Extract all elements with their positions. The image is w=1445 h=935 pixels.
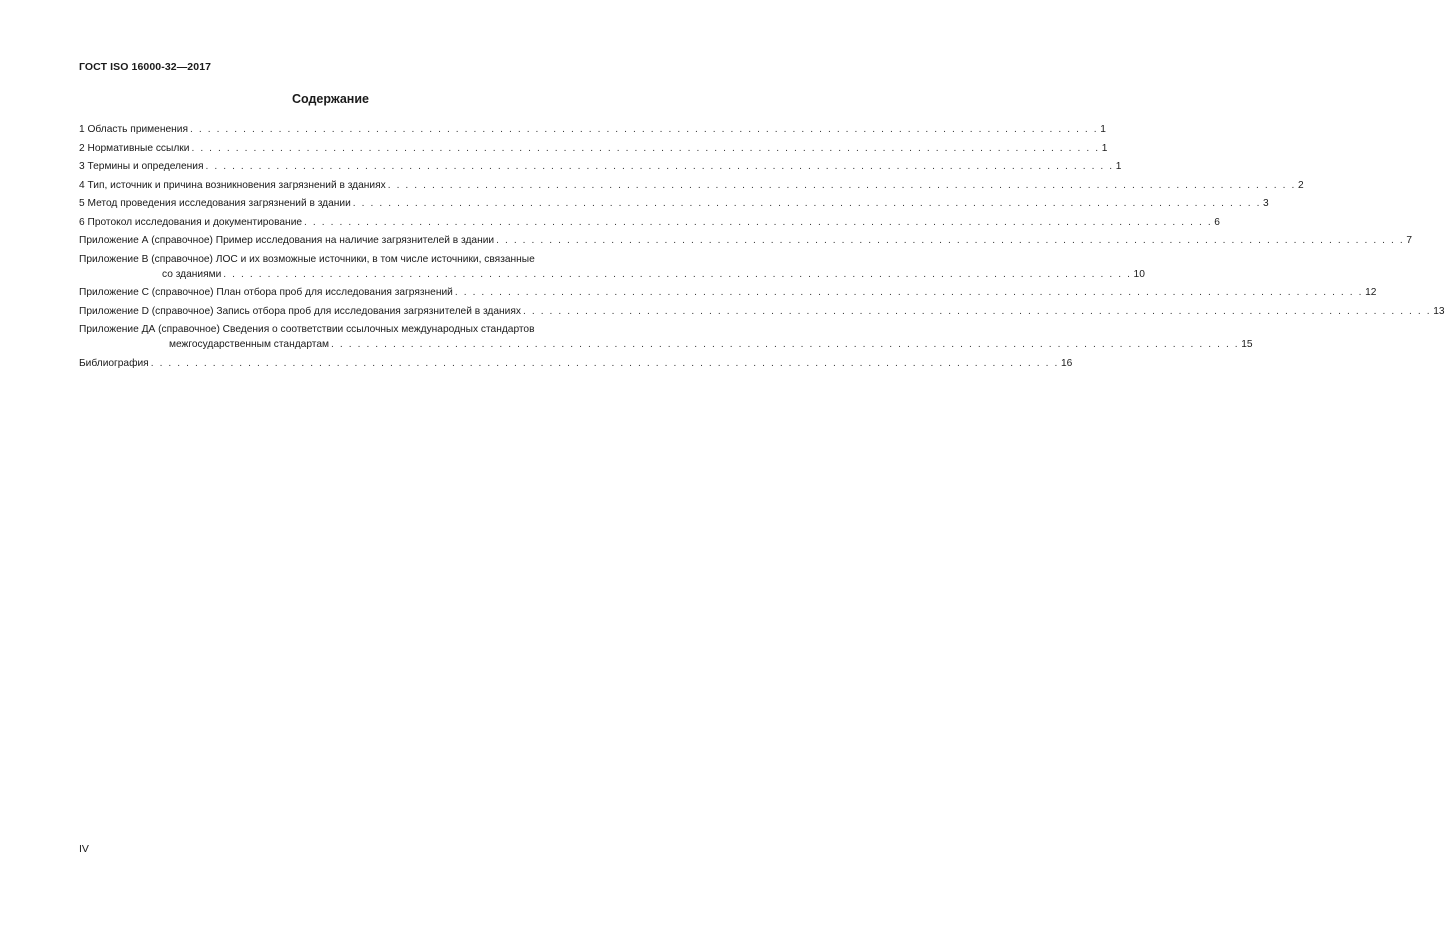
toc-entry-title: 1 Область применения — [79, 124, 188, 135]
toc-entry-title: 2 Нормативные ссылки — [79, 142, 190, 154]
toc-entry-title-continued: межгосударственным стандартам — [169, 339, 329, 350]
toc-entry-title: Приложение С (справочное) План отбора проб для исследования загрязнений — [79, 287, 453, 298]
leader-dots: . . . . . . . . . . . . . . . . . . . . . . . . . . . . . . . . . . . . . . . . . . . . . . . . . . . . . . . . . . . . . . . . . . . . . . . . . . . . . . . . . . . . . . . . . . . . . . . . . . . . . . . — [387, 179, 1296, 191]
toc-entry-title: Приложение ДА (справочное) Сведения о соответствии ссылочных международных стандартов — [79, 324, 535, 335]
toc-entry-page: 2 — [1297, 179, 1304, 191]
toc-entry-title: 5 Метод проведения исследования загрязнений в здании — [79, 198, 351, 209]
leader-dots: . . . . . . . . . . . . . . . . . . . . . . . . . . . . . . . . . . . . . . . . . . . . . . . . . . . . . . . . . . . . . . . . . . . . . . . . . . . . . . . . . . . . . . . . . . . . . . . . . . . . . . . — [522, 305, 1432, 317]
toc-entry-page: 1 — [1101, 142, 1108, 154]
toc-entry-title: Библиография — [79, 357, 149, 369]
page-number: IV — [79, 843, 89, 855]
leader-dots: . . . . . . . . . . . . . . . . . . . . . . . . . . . . . . . . . . . . . . . . . . . . . . . . . . . . . . . . . . . . . . . . . . . . . . . . . . . . . . . . . . . . . . . . . . . . . . . . . . . . . . . — [205, 161, 1114, 172]
leader-dots: . . . . . . . . . . . . . . . . . . . . . . . . . . . . . . . . . . . . . . . . . . . . . . . . . . . . . . . . . . . . . . . . . . . . . . . . . . . . . . . . . . . . . . . . . . . . . . . . . . . . . . . — [496, 235, 1405, 246]
toc-entry-page: 12 — [1365, 287, 1377, 298]
leader-dots: . . . . . . . . . . . . . . . . . . . . . . . . . . . . . . . . . . . . . . . . . . . . . . . . . . . . . . . . . . . . . . . . . . . . . . . . . . . . . . . . . . . . . . . . . . . . . . . . . . . . . . . — [352, 198, 1262, 209]
leader-dots: . . . . . . . . . . . . . . . . . . . . . . . . . . . . . . . . . . . . . . . . . . . . . . . . . . . . . . . . . . . . . . . . . . . . . . . . . . . . . . . . . . . . . . . . . . . . . . . . . . . . . . . — [150, 357, 1059, 369]
toc-entry-title-continued: со зданиями — [162, 268, 222, 280]
toc-entry-title: 4 Тип, источник и причина возникновения загрязнений в зданиях — [79, 179, 386, 191]
toc-entry-page: 3 — [1263, 198, 1269, 209]
toc-entry-page: 15 — [1241, 339, 1253, 350]
toc-entry-title: 6 Протокол исследования и документирование — [79, 216, 303, 228]
leader-dots: . . . . . . . . . . . . . . . . . . . . . . . . . . . . . . . . . . . . . . . . . . . . . . . . . . . . . . . . . . . . . . . . . . . . . . . . . . . . . . . . . . . . . . . . . . . . . . . . . . . . . . . — [223, 268, 1132, 280]
toc-entry[interactable] — [79, 159, 1122, 174]
toc-entry[interactable] — [79, 233, 1412, 248]
toc-entry-page: 13 — [1433, 305, 1445, 317]
toc-entry-title: Приложение D (справочное) Запись отбора проб для исследования загрязнителей в зданиях — [79, 305, 521, 317]
toc-entry-page: 1 — [1100, 124, 1106, 135]
toc-entry-page: 7 — [1406, 235, 1412, 246]
toc-entry-title: 3 Термины и определения — [79, 161, 204, 172]
toc-entry[interactable] — [79, 215, 1220, 230]
toc-entry-page: 6 — [1214, 216, 1220, 228]
leader-dots: . . . . . . . . . . . . . . . . . . . . . . . . . . . . . . . . . . . . . . . . . . . . . . . . . . . . . . . . . . . . . . . . . . . . . . . . . . . . . . . . . . . . . . . . . . . . . . . . . . . . . . . — [304, 216, 1213, 228]
document-header: ГОСТ ISO 16000-32—2017 — [79, 61, 212, 73]
toc-entry[interactable] — [79, 285, 1377, 300]
leader-dots: . . . . . . . . . . . . . . . . . . . . . . . . . . . . . . . . . . . . . . . . . . . . . . . . . . . . . . . . . . . . . . . . . . . . . . . . . . . . . . . . . . . . . . . . . . . . . . . . . . . . . . . — [189, 124, 1099, 135]
leader-dots: . . . . . . . . . . . . . . . . . . . . . . . . . . . . . . . . . . . . . . . . . . . . . . . . . . . . . . . . . . . . . . . . . . . . . . . . . . . . . . . . . . . . . . . . . . . . . . . . . . . . . . . — [454, 287, 1364, 298]
toc-entry-title: Приложение В (справочное) ЛОС и их возможные источники, в том числе источники, связанные — [79, 253, 535, 265]
toc-entry[interactable] — [79, 122, 1106, 137]
toc-entry-page: 16 — [1060, 357, 1073, 369]
toc-entry[interactable] — [79, 196, 1269, 211]
leader-dots: . . . . . . . . . . . . . . . . . . . . . . . . . . . . . . . . . . . . . . . . . . . . . . . . . . . . . . . . . . . . . . . . . . . . . . . . . . . . . . . . . . . . . . . . . . . . . . . . . . . . . . . — [191, 142, 1100, 154]
toc-title: Содержание — [291, 92, 369, 106]
toc-entry[interactable] — [79, 252, 1145, 282]
toc-entry[interactable] — [79, 322, 1253, 352]
toc-entry[interactable] — [79, 178, 1304, 193]
toc-entry[interactable] — [79, 304, 1445, 319]
table-of-contents — [79, 122, 1445, 371]
toc-entry[interactable] — [79, 141, 1108, 156]
toc-entry-page: 1 — [1115, 161, 1122, 172]
toc-entry-title: Приложение А (справочное) Пример исследования на наличие загрязнителей в здании — [79, 235, 495, 246]
toc-entry[interactable] — [79, 356, 1073, 371]
leader-dots: . . . . . . . . . . . . . . . . . . . . . . . . . . . . . . . . . . . . . . . . . . . . . . . . . . . . . . . . . . . . . . . . . . . . . . . . . . . . . . . . . . . . . . . . . . . . . . . . . . . . . . . — [331, 339, 1240, 350]
toc-entry-page: 10 — [1133, 268, 1145, 280]
